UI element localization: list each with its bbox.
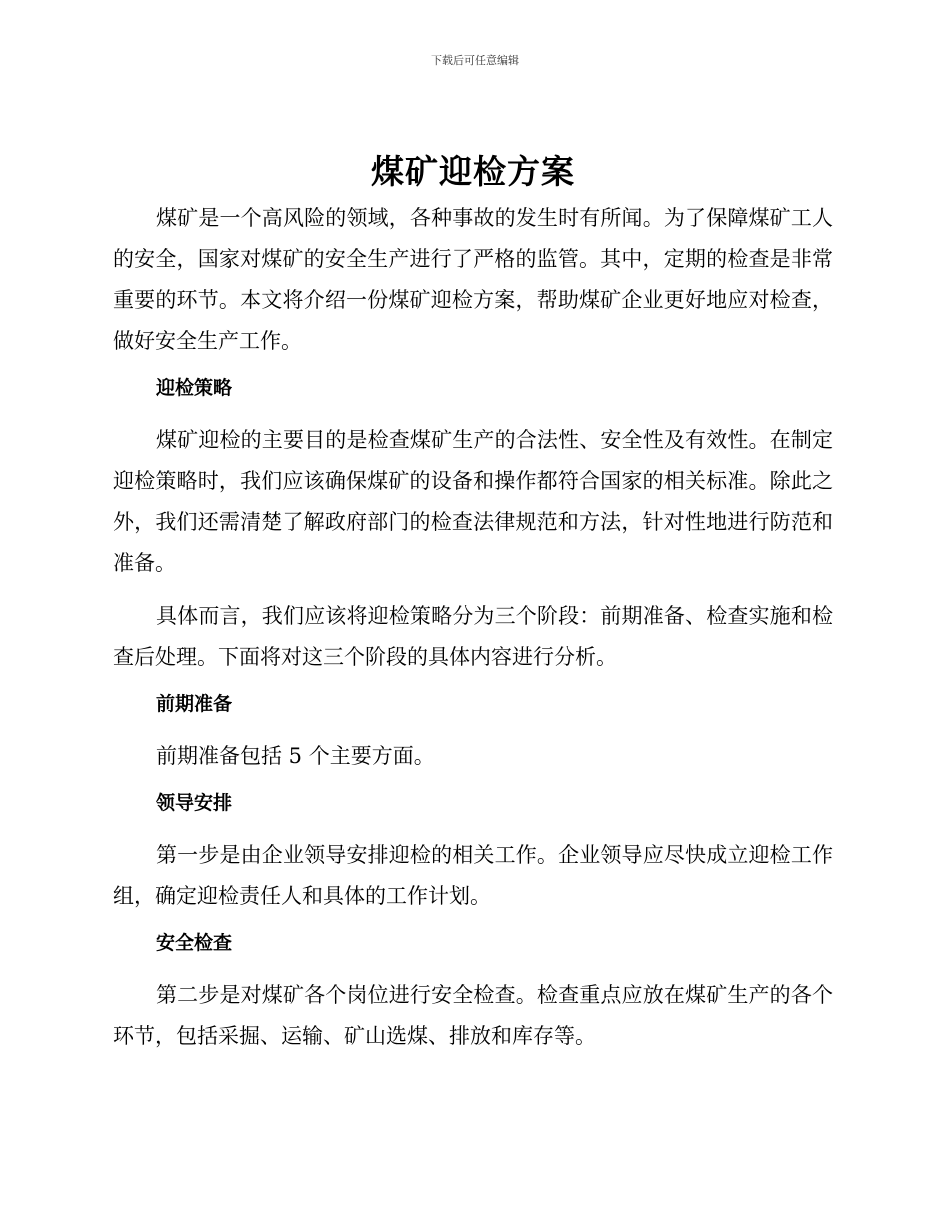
safety-check-paragraph: 第二步是对煤矿各个岗位进行安全检查。检查重点应放在煤矿生产的各个环节，包括采掘、运输、矿山选煤、排放和库存等。 [113,983,833,1048]
heading-leadership: 领导安排 [156,792,233,814]
document-body [113,150,833,1069]
header-note: 下载后可任意编辑 [431,54,519,67]
heading-preparation: 前期准备 [156,693,233,715]
strategy-paragraph-2: 具体而言，我们应该将迎检策略分为三个阶段：前期准备、检查实施和检查后处理。下面将对这三个阶段的具体内容进行分析。 [113,604,833,669]
heading-safety-check: 安全检查 [156,932,233,954]
heading-strategy: 迎检策略 [156,377,233,399]
document-title: 煤矿迎检方案 [371,152,575,191]
intro-paragraph: 煤矿是一个高风险的领域，各种事故的发生时有所闻。为了保障煤矿工人的安全，国家对煤矿的安全生产进行了严格的监管。其中，定期的检查是非常重要的环节。本文将介绍一份煤矿迎检方案，帮助煤矿企业更好地应对检查，做好安全生产工作。 [113,206,833,353]
strategy-paragraph-1: 煤矿迎检的主要目的是检查煤矿生产的合法性、安全性及有效性。在制定迎检策略时，我们应该确保煤矿的设备和操作都符合国家的相关标准。除此之外，我们还需清楚了解政府部门的检查法律规范和方法，针对性地进行防范和准备。 [113,428,833,575]
leadership-paragraph: 第一步是由企业领导安排迎检的相关工作。企业领导应尽快成立迎检工作组，确定迎检责任人和具体的工作计划。 [113,843,833,908]
preparation-paragraph: 前期准备包括 5 个主要方面。 [156,744,435,768]
